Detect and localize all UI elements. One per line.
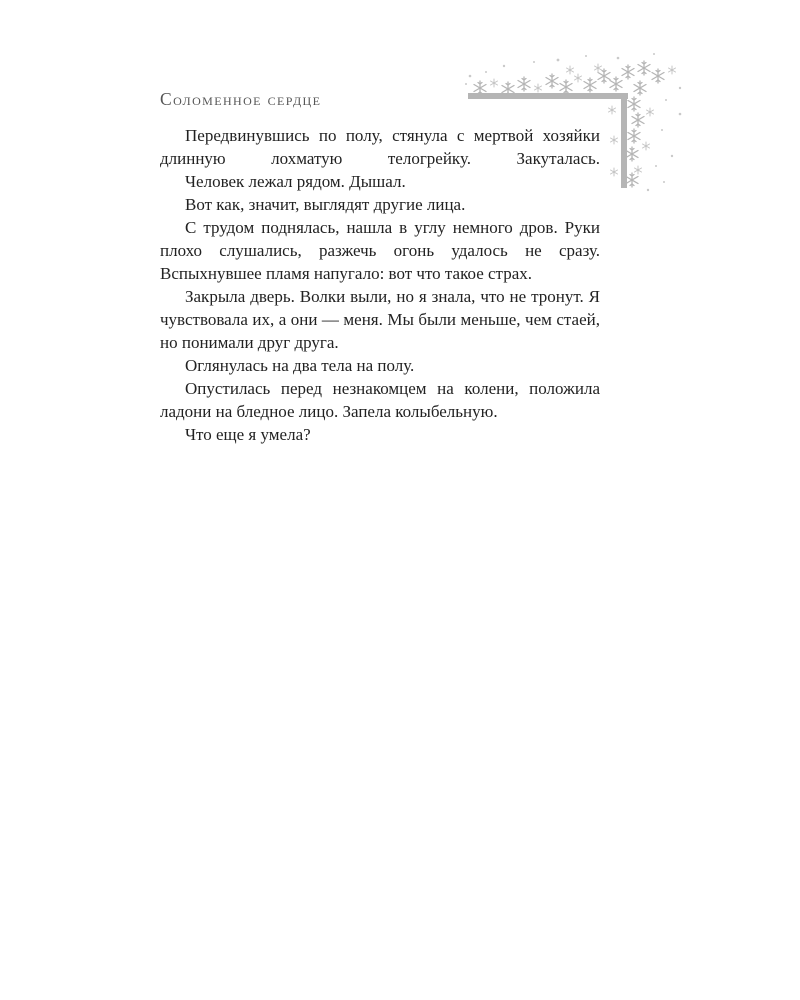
paragraph: Опустилась перед незнакомцем на колени, положила ладони на бледное лицо. Запела колыбельную. — [160, 379, 600, 421]
paragraph: Оглянулась на два тела на полу. — [185, 356, 415, 375]
paragraph: Человек лежал рядом. Дышал. — [185, 172, 406, 191]
paragraph: С трудом поднялась, нашла в углу немного дров. Руки плохо слушались, разжечь огонь удалось не сразу. Вспыхнувшее пламя напугало: вот что такое страх. — [160, 218, 600, 283]
running-head: Соломенное сердце — [160, 89, 322, 109]
paragraph: Закрыла дверь. Волки выли, но я знала, что не тронут. Я чувствовала их, а они — меня. Мы были меньше, чем стаей, но понимали друг друга. — [160, 287, 600, 352]
body-text — [160, 124, 600, 446]
paragraph: Что еще я умела? — [185, 425, 311, 444]
paragraph: Передвинувшись по полу, стянула с мертвой хозяйки длинную лохматую телогрейку. Закуталась. — [160, 126, 600, 168]
paragraph: Вот как, значит, выглядят другие лица. — [185, 195, 466, 214]
